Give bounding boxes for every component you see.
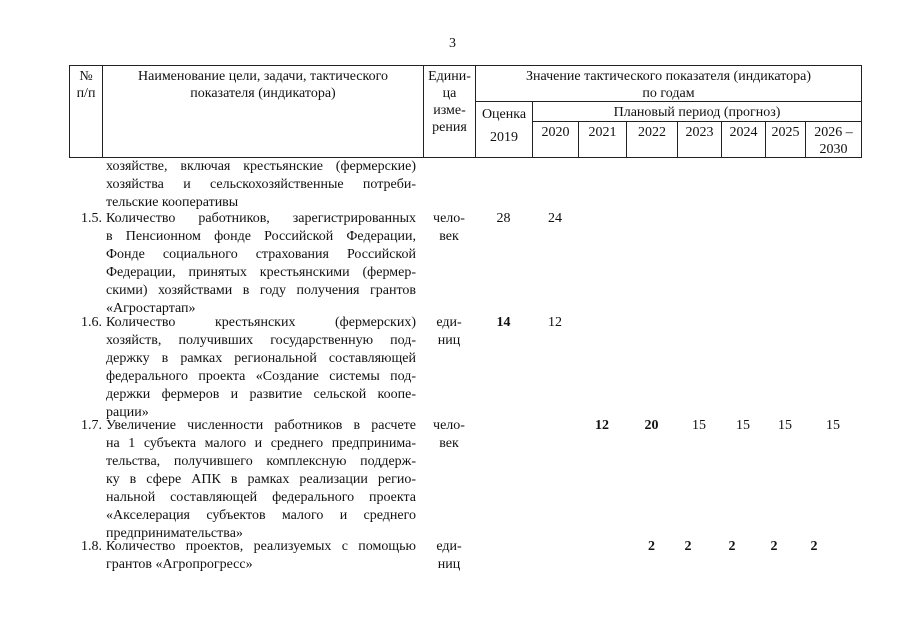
row-name-line: держку в рамках региональной составляющей <box>106 351 416 366</box>
value-2022: 20 <box>644 418 659 433</box>
header-plan-cell <box>533 102 862 122</box>
header-unit-line-1: Едини- <box>428 69 471 84</box>
row-name-line: федерального проекта «Создание системы под- <box>106 369 416 384</box>
row-name <box>106 158 416 212</box>
value-2020: 12 <box>548 315 562 330</box>
unit-line: еди- <box>436 315 462 330</box>
value-2022: 2 <box>648 539 655 554</box>
row-name <box>106 538 416 574</box>
unit-line: чело- <box>433 211 465 226</box>
header-num-line-2: п/п <box>76 86 96 101</box>
header-year-2026-2030 <box>806 122 862 158</box>
header-name-cell <box>103 66 424 158</box>
row-name-line: нальной составляющей федерального проекта <box>106 490 416 505</box>
year-label: 2024 <box>729 125 758 140</box>
year-label: 2023 <box>685 125 714 140</box>
value-2024: 15 <box>736 418 750 433</box>
value-2026-2030: 2 <box>810 539 818 554</box>
header-unit-line-3: изме- <box>433 103 466 118</box>
value-2026-2030: 15 <box>826 418 840 433</box>
row-name-line: Количество проектов, реализуемых с помощью <box>106 539 416 554</box>
value-2019: 28 <box>496 211 511 226</box>
year-label: 2021 <box>588 125 617 140</box>
row-name-line: Количество крестьянских (фермерских) <box>106 315 416 330</box>
unit-line: ниц <box>437 557 461 572</box>
header-unit-line-2: ца <box>442 86 457 101</box>
row-name-line: хозяйств, получивших государственную под- <box>106 333 416 348</box>
header-estimate-cell <box>476 102 533 158</box>
row-number: 1.5. <box>81 211 102 226</box>
row-name-line: «Акселерация субъектов малого и среднего <box>106 508 416 523</box>
year-label: 2022 <box>638 125 666 140</box>
header-num-cell <box>70 66 103 158</box>
row-name-line: предпринимательства» <box>106 526 243 541</box>
value-2021: 12 <box>595 418 609 433</box>
value-2023: 2 <box>684 539 692 554</box>
header-year-2023 <box>678 122 722 158</box>
header-year-2020 <box>533 122 579 158</box>
value-2020: 24 <box>548 211 562 226</box>
row-name-line: грантов «Агропрогресс» <box>106 557 253 572</box>
header-plan-label: Плановый период (прогноз) <box>613 105 781 120</box>
row-name-line: рации» <box>106 405 149 420</box>
page-number: 3 <box>449 36 456 51</box>
header-unit-cell <box>424 66 476 158</box>
year-label: 2030 <box>819 142 848 157</box>
row-unit <box>424 314 474 350</box>
unit-line: ниц <box>437 333 461 348</box>
header-estimate-label: Оценка <box>481 107 527 122</box>
unit-line: еди- <box>436 539 462 554</box>
row-name <box>106 314 416 422</box>
unit-line: век <box>439 229 459 244</box>
header-num-line-1: № <box>79 69 93 84</box>
header-year-2021 <box>579 122 627 158</box>
value-2025: 2 <box>770 539 778 554</box>
header-name-line-1: Наименование цели, задачи, тактического <box>138 69 388 84</box>
header-year-2024 <box>722 122 766 158</box>
unit-line: чело- <box>433 418 465 433</box>
value-2019: 14 <box>496 315 511 330</box>
year-label: 2020 <box>541 125 570 140</box>
header-values-line-2: по годам <box>642 86 695 101</box>
value-2025: 15 <box>778 418 792 433</box>
row-name <box>106 210 416 318</box>
row-name-line: тельства, получившего комплексную поддерж- <box>106 454 416 469</box>
header-unit-line-4: рения <box>432 120 467 135</box>
row-unit <box>424 417 474 453</box>
header-values-line-1: Значение тактического показателя (индикатора) <box>525 69 812 84</box>
header-estimate-year: 2019 <box>490 130 518 145</box>
header-year-2022 <box>627 122 678 158</box>
row-name-line: ку в сфере АПК в рамках реализации регио- <box>106 472 416 487</box>
year-label: 2026 – <box>814 125 853 140</box>
row-name-line: хозяйстве, включая крестьянские (фермерские) <box>106 159 416 174</box>
row-name-line: держки фермеров и развитие сельской коопе- <box>106 387 416 402</box>
row-name-line: Федерации, принятых крестьянскими (фермер- <box>106 265 416 280</box>
row-unit <box>424 538 474 574</box>
row-name <box>106 417 416 543</box>
table-header <box>69 65 862 158</box>
header-values-cell <box>476 66 862 102</box>
row-name-line: на 1 субъекта малого и среднего предпринима- <box>106 436 416 451</box>
row-name-line: в Пенсионном фонде Российской Федерации, <box>106 229 416 244</box>
row-name-line: Количество работников, зарегистрированных <box>106 211 416 226</box>
year-label: 2025 <box>771 125 800 140</box>
row-name-line: Фонде социального страхования Российской <box>106 247 416 262</box>
header-year-2025 <box>766 122 806 158</box>
row-name-line: скими) хозяйствами в году получения грантов <box>106 283 416 298</box>
row-unit <box>424 210 474 246</box>
row-number: 1.6. <box>81 315 102 330</box>
row-name-line: хозяйства и сельскохозяйственные потреби- <box>106 177 416 192</box>
value-2023: 15 <box>692 418 706 433</box>
value-2024: 2 <box>728 539 736 554</box>
row-number: 1.7. <box>81 418 102 433</box>
row-number: 1.8. <box>81 539 102 554</box>
unit-line: век <box>439 436 459 451</box>
header-name-line-2: показателя (индикатора) <box>190 86 336 101</box>
row-name-line: «Агростартап» <box>106 301 196 316</box>
row-name-line: тельские кооперативы <box>106 195 239 210</box>
row-name-line: Увеличение численности работников в расчете <box>106 418 416 433</box>
